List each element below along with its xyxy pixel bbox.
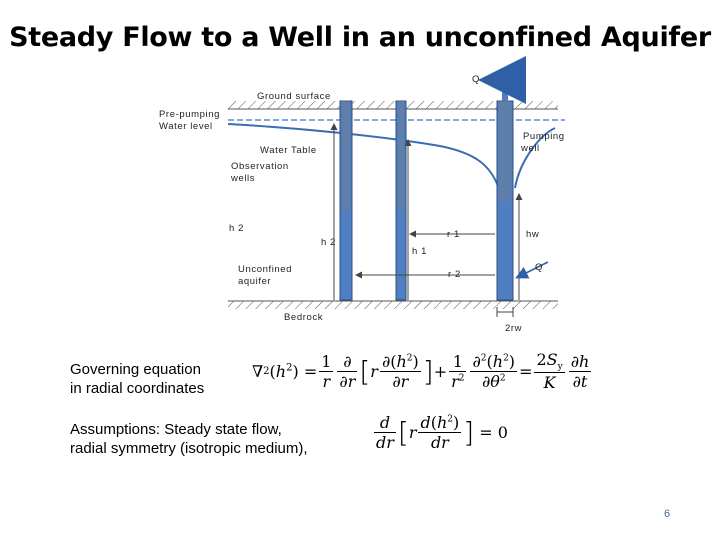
unconfined-aquifer-label-1: Unconfined <box>238 264 293 275</box>
r2-label: r 2 <box>448 269 461 280</box>
observation-well-1-casing <box>398 101 404 211</box>
r1-label: r 1 <box>447 229 460 240</box>
h1-label: h 1 <box>412 246 428 257</box>
slide-title: Steady Flow to a Well in an unconfined Aquifer <box>9 22 711 53</box>
observation-wells-label-1: Observation <box>231 161 289 172</box>
h2-label-left: h 2 <box>229 223 245 234</box>
discharge-pipe <box>490 80 505 101</box>
inflow-arrow <box>518 262 548 277</box>
page-number: 6 <box>664 508 671 520</box>
assumptions-line-1: Assumptions: Steady state flow, <box>70 421 282 438</box>
pumping-well-casing <box>499 101 511 201</box>
pumping-well-label-2: well <box>521 143 540 154</box>
steady-state-formula: $\frac{d}{dr}$ [ r $\frac{d(h^2)}{dr}$ ] = 0 <box>376 413 508 452</box>
observation-well-2-casing <box>342 101 350 211</box>
q-top-label: Q <box>472 74 480 85</box>
bedrock-label: Bedrock <box>284 312 324 323</box>
water-table-label: Water Table <box>260 145 317 156</box>
bedrock-hatch <box>228 301 558 309</box>
governing-line-2: in radial coordinates <box>70 380 205 397</box>
governing-equation-formula: ∇ 2 $(h^2)$ = $\frac{1}{r}$ $\frac{\partial}{\partial r}$ [ r $\frac{\partial(h^2)}{\partial r}$ ] + $\frac{1}{r^2}$ $\frac{\partial^2(h^2)}{\partial\theta^2}$ = $\frac{2S_y}{K}$ $\frac{\partial h}{\partial t}$ <box>252 350 590 393</box>
governing-line-1: Governing equation <box>70 361 201 378</box>
pre-pumping-label-2: Water level <box>159 121 213 132</box>
water-table-curve <box>228 124 500 192</box>
unconfined-aquifer-label-2: aquifer <box>238 276 272 287</box>
hw-label: hw <box>526 229 540 240</box>
q-flow-label: Q <box>535 262 543 273</box>
observation-wells-label-2: wells <box>231 173 256 184</box>
assumptions-line-2: radial symmetry (isotropic medium), <box>70 440 308 457</box>
pre-pumping-label-1: Pre-pumping <box>159 109 220 120</box>
pumping-well-label-1: Pumping <box>523 131 565 142</box>
assumptions-text <box>70 420 308 458</box>
well-diameter-label: 2rw <box>505 323 523 334</box>
governing-equation-text <box>70 360 204 398</box>
ground-surface-label: Ground surface <box>257 91 331 102</box>
h2-label: h 2 <box>321 237 337 248</box>
